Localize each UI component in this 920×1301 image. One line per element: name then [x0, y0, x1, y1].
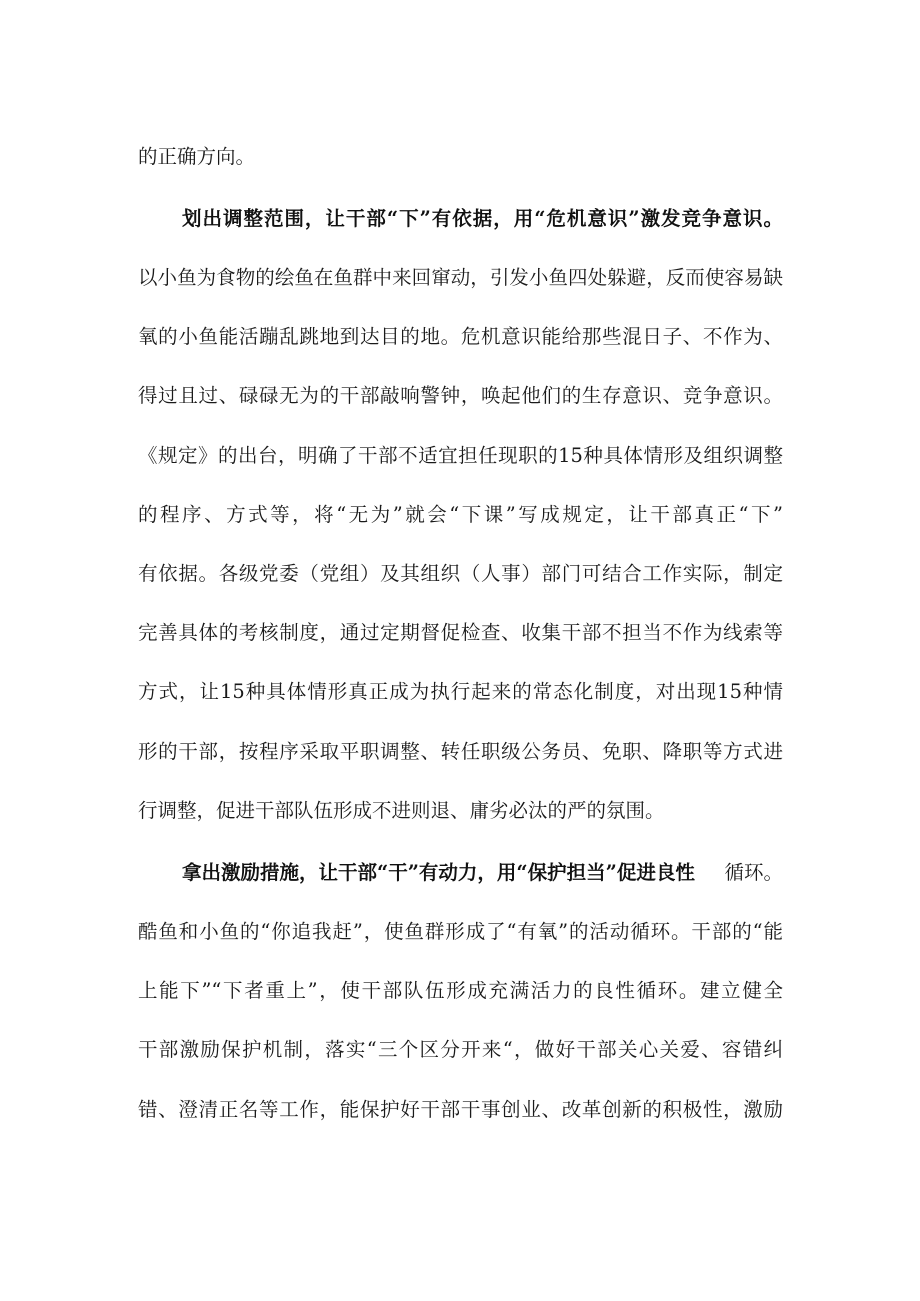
paragraph-line: 上能下”“下者重上”，使干部队伍形成充满活力的良性循环。建立健全: [138, 979, 783, 1002]
section-heading-incentive-bold: 拿出激励措施，让干部“干”有动力，用“保护担当”促进良性: [182, 861, 695, 884]
paragraph-line: 《规定》的出台，明确了干部不适宜担任现职的15种具体情形及组织调整: [138, 444, 783, 467]
section-heading-incentive: [182, 858, 783, 888]
section-heading-incentive-tail: 循环。: [724, 861, 783, 884]
paragraph-line: 得过且过、碌碌无为的干部敲响警钟，唤起他们的生存意识、竞争意识。: [138, 384, 783, 407]
paragraph-line: 酷鱼和小鱼的“你追我赶”，使鱼群形成了“有氧”的活动循环。干部的“能: [138, 920, 783, 943]
paragraph-line: 的正确方向。: [138, 145, 256, 168]
paragraph-line: 干部激励保护机制，落实“三个区分开来“，做好干部关心关爱、容错纠: [138, 1038, 783, 1061]
paragraph-line: 的程序、方式等，将“无为”就会“下课”写成规定，让干部真正“下”: [138, 503, 783, 526]
paragraph-line: 形的干部，按程序采取平职调整、转任职级公务员、免职、降职等方式进: [138, 740, 783, 763]
paragraph-line: 错、澄清正名等工作，能保护好干部干事创业、改革创新的积极性，激励: [138, 1098, 783, 1121]
paragraph-line: 方式，让15种具体情形真正成为执行起来的常态化制度，对出现15种情: [138, 680, 783, 703]
paragraph-line: 有依据。各级党委（党组）及其组织（人事）部门可结合工作实际，制定: [138, 562, 783, 585]
section-heading-adjustment: 划出调整范围，让干部“下”有依据，用“危机意识”激发竞争意识。: [182, 207, 783, 230]
paragraph-line: 以小鱼为食物的绘鱼在鱼群中来回窜动，引发小鱼四处躲避，反而使容易缺: [138, 266, 783, 289]
paragraph-line: 完善具体的考核制度，通过定期督促检查、收集干部不担当不作为线索等: [138, 621, 783, 644]
paragraph-line: 氧的小鱼能活蹦乱跳地到达目的地。危机意识能给那些混日子、不作为、: [138, 325, 783, 348]
paragraph-line: 行调整，促进干部队伍形成不进则退、庸劣必汰的严的氛围。: [138, 799, 665, 822]
